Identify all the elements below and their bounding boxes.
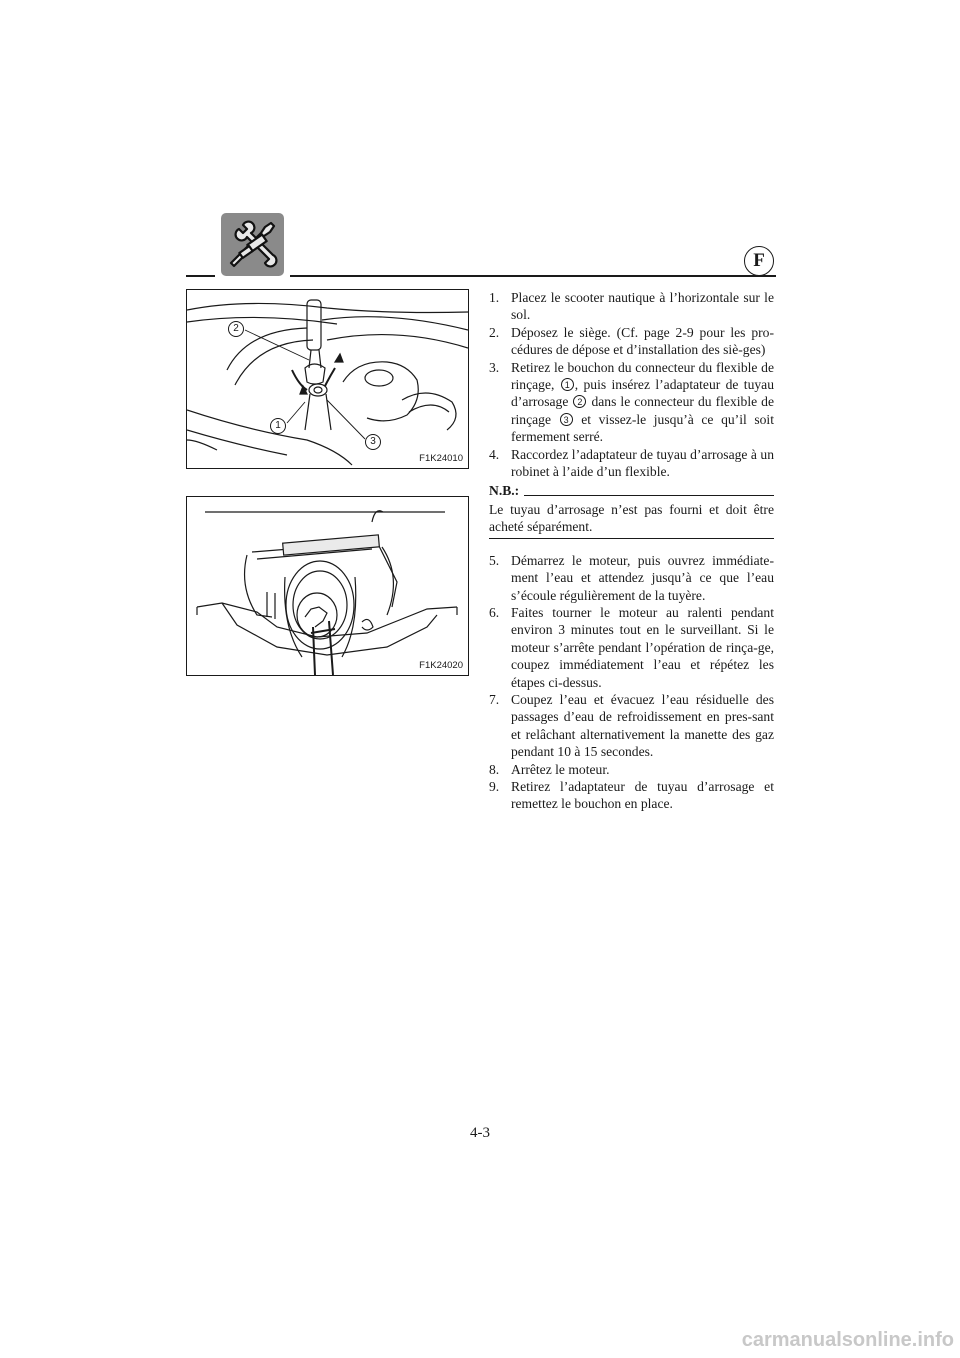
steps-list-part-2 <box>489 552 774 813</box>
note-rule <box>524 495 774 496</box>
page-number: 4-3 <box>470 1125 490 1141</box>
watermark: carmanualsonline.info <box>741 1329 954 1351</box>
step-3 <box>489 359 774 446</box>
note-box <box>489 482 774 538</box>
note-label: N.B.: <box>489 483 520 499</box>
step-number: 3. <box>489 359 500 375</box>
figure-flush-connector <box>186 289 469 469</box>
callout-1: 1 <box>270 418 286 434</box>
step-text-part: , puis insérez l’adaptateur de tuyau d’arrosage <box>511 377 774 410</box>
step-number: 6. <box>489 604 500 620</box>
step-text-part: dans le connecteur du flexible de rinçage <box>511 394 775 427</box>
step-8 <box>489 761 774 778</box>
note-header <box>489 482 774 499</box>
step-text: Coupez l’eau et évacuez l’eau résiduelle des passages d’eau de refroidissement en pres-sant et relâchant alternativement la manette des gaz pendant 10 à 15 secondes. <box>511 691 774 760</box>
step-text: Arrêtez le moteur. <box>511 761 610 777</box>
figure-code: F1K24010 <box>419 453 463 464</box>
instructions-column <box>489 289 774 813</box>
step-1 <box>489 289 774 324</box>
step-6 <box>489 604 774 691</box>
jet-nozzle-illustration <box>187 497 468 675</box>
inline-callout-1: 1 <box>561 378 574 391</box>
inline-callout-2: 2 <box>573 395 586 408</box>
step-text: Placez le scooter nautique à l’horizontale sur le sol. <box>511 290 774 323</box>
note-text: Le tuyau d’arrosage n’est pas fourni et doit être acheté séparément. <box>489 500 774 539</box>
step-text-part: Retirez le bouchon du connecteur du flexible de rinçage, <box>511 359 774 393</box>
callout-3: 3 <box>365 434 381 450</box>
maintenance-tools-icon <box>221 213 284 276</box>
step-text: Retirez l’adaptateur de tuyau d’arrosage et remettez le bouchon en place. <box>511 778 774 812</box>
header-rule-left <box>186 275 215 277</box>
inline-callout-3: 3 <box>560 413 573 426</box>
step-text-part: et vissez-le jusqu’à ce qu’il soit fermement serré. <box>511 411 774 445</box>
steps-list-part-1 <box>489 289 774 480</box>
step-number: 8. <box>489 761 500 777</box>
callout-2: 2 <box>228 321 244 337</box>
header-rule-right <box>290 275 776 277</box>
step-number: 1. <box>489 290 500 305</box>
step-4 <box>489 446 774 481</box>
figure-code: F1K24020 <box>419 660 463 671</box>
step-number: 2. <box>489 324 500 340</box>
language-badge: F <box>744 246 774 276</box>
step-number: 4. <box>489 446 500 462</box>
step-5 <box>489 552 774 604</box>
step-number: 7. <box>489 691 500 707</box>
step-number: 9. <box>489 778 500 794</box>
step-number: 5. <box>489 552 500 568</box>
flush-connector-illustration <box>187 290 468 468</box>
step-text: Raccordez l’adaptateur de tuyau d’arrosage à un robinet à l’aide d’un flexible. <box>511 446 774 480</box>
figure-jet-nozzle <box>186 496 469 676</box>
step-7 <box>489 691 774 761</box>
step-text: Faites tourner le moteur au ralenti pendant environ 3 minutes tout en le surveillant. Si le moteur s’arrête pendant l’opération de rinça-ge, coupez immédiatement l’eau et répétez les étapes ci-dessus. <box>511 604 774 690</box>
step-9 <box>489 778 774 813</box>
step-2 <box>489 324 774 359</box>
step-text: Déposez le siège. (Cf. page 2-9 pour les pro-cédures de dépose et d’installation des siè-ges) <box>511 324 774 358</box>
step-text: Démarrez le moteur, puis ouvrez immédiate-ment l’eau et attendez jusqu’à ce que l’eau s’écoule régulièrement de la tuyère. <box>511 552 774 603</box>
